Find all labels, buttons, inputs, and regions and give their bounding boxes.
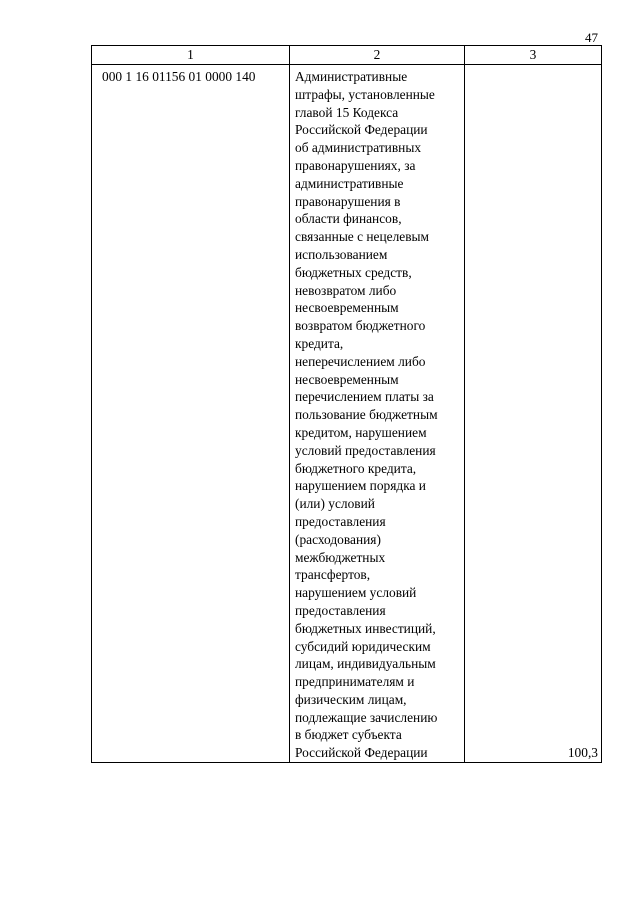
description-line: в бюджет субъекта: [295, 727, 402, 743]
description-line: бюджетных средств,: [295, 264, 412, 280]
description-cell: [290, 65, 465, 763]
description-line: (расходования): [295, 531, 381, 547]
description-line: главой 15 Кодекса: [295, 104, 399, 120]
description-line: предоставления: [295, 513, 386, 529]
description-line: нарушением условий: [295, 585, 417, 601]
description-line: субсидий юридическим: [295, 638, 431, 654]
description-line: Российской Федерации: [295, 745, 428, 761]
description-line: межбюджетных: [295, 549, 386, 565]
column-header-1: 1: [92, 46, 290, 65]
description-line: трансфертов,: [295, 567, 371, 583]
description-line: предоставления: [295, 602, 386, 618]
description-line: использованием: [295, 246, 388, 262]
description-line: неперечислением либо: [295, 353, 426, 369]
description-line: Российской Федерации: [295, 122, 428, 138]
description-line: об административных: [295, 140, 422, 156]
description-line: несвоевременным: [295, 300, 399, 316]
description-line: несвоевременным: [295, 371, 399, 387]
description-line: кредита,: [295, 335, 344, 351]
description-line: административные: [295, 175, 404, 191]
description-line: штрафы, установленные: [295, 86, 435, 102]
header-row: [92, 46, 602, 65]
description-line: возвратом бюджетного: [295, 318, 426, 334]
description-line: подлежащие зачислению: [295, 709, 438, 725]
description-line: нарушением порядка и: [295, 478, 426, 494]
description-line: бюджетных инвестиций,: [295, 620, 436, 636]
description-line: невозвратом либо: [295, 282, 397, 298]
description-line: пользование бюджетным: [295, 407, 438, 423]
description-line: лицам, индивидуальным: [295, 656, 436, 672]
description-line: правонарушения в: [295, 193, 401, 209]
description-line: связанные с нецелевым: [295, 229, 430, 245]
amount-cell: 100,3: [465, 65, 602, 763]
description-line: физическим лицам,: [295, 691, 407, 707]
description-line: правонарушениях, за: [295, 157, 416, 173]
description-line: области финансов,: [295, 211, 402, 227]
budget-table: [91, 45, 602, 763]
page-number: 47: [585, 30, 598, 45]
column-header-3: 3: [465, 46, 602, 65]
description-line: кредитом, нарушением: [295, 424, 427, 440]
description-line: (или) условий: [295, 496, 375, 512]
description-line: Административные: [295, 69, 408, 84]
budget-code-cell: 000 1 16 01156 01 0000 140: [92, 65, 290, 763]
description-line: бюджетного кредита,: [295, 460, 417, 476]
table-row: [92, 65, 602, 763]
column-header-2: 2: [290, 46, 465, 65]
description-line: перечислением платы за: [295, 389, 434, 405]
description-line: предпринимателям и: [295, 674, 415, 690]
description-line: условий предоставления: [295, 442, 436, 458]
